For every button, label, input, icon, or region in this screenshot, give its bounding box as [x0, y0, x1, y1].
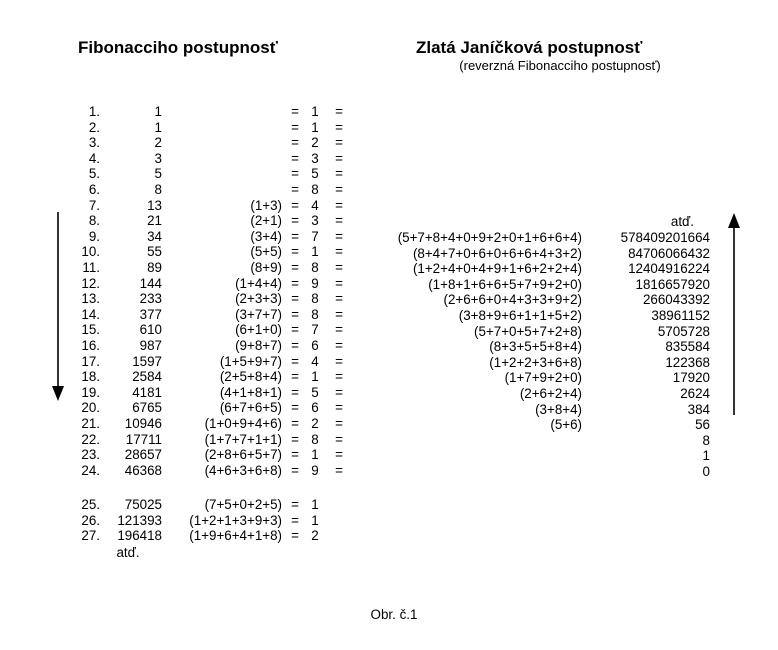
- digit-root-value: 6: [311, 338, 319, 353]
- right-subtitle: (reverzná Fibonacciho postupnosť): [459, 58, 661, 73]
- fibonacci-value: 21: [147, 213, 162, 229]
- equals-sign: =: [291, 213, 299, 229]
- equals-sign: =: [291, 135, 299, 151]
- row-index: 22.: [81, 431, 100, 447]
- digit-sum-expression: (1+7+7+1+1): [204, 431, 282, 447]
- row-index: 5.: [88, 166, 100, 182]
- sequence-value: 2624: [680, 386, 710, 401]
- digit-root-value: 5: [311, 384, 319, 400]
- digit-root-value: 9: [311, 275, 319, 291]
- equals-sign: =: [335, 384, 343, 400]
- row-index: 15.: [81, 322, 100, 338]
- digit-root-value: 1: [311, 104, 319, 119]
- row-index: 11.: [82, 260, 100, 275]
- digit-root-value: 2: [311, 416, 319, 431]
- equals-sign: =: [335, 291, 343, 307]
- sequence-value: 8: [702, 432, 710, 448]
- row-index: 7.: [88, 197, 100, 213]
- equals-sign: =: [335, 260, 343, 275]
- digit-root-value: 5: [311, 166, 319, 182]
- row-index: 1.: [88, 104, 100, 119]
- equals-sign: =: [291, 306, 299, 322]
- equals-sign: =: [335, 353, 343, 369]
- equals-sign: =: [291, 369, 299, 385]
- row-index: 21.: [81, 416, 100, 431]
- sequence-value: 0: [702, 464, 710, 479]
- digit-sum-expression: (2+5+8+4): [219, 369, 282, 385]
- digit-root-value: 8: [311, 182, 319, 197]
- fibonacci-value: 55: [147, 244, 162, 260]
- digit-sum-expression: (2+6+2+4): [519, 386, 582, 401]
- equals-sign: =: [335, 228, 343, 244]
- digit-sum-expression: (3+4): [250, 228, 282, 244]
- sequence-value: 12404916224: [628, 261, 710, 277]
- equals-sign: =: [291, 416, 299, 431]
- row-index: 4.: [88, 150, 100, 166]
- row-index: 6.: [88, 182, 100, 197]
- sequence-value: 384: [687, 401, 710, 417]
- row-index: 2.: [88, 119, 100, 135]
- fibonacci-value: 17711: [125, 431, 162, 447]
- row-index: 18.: [81, 369, 100, 385]
- row-index: 12.: [81, 275, 100, 291]
- equals-sign: =: [291, 384, 299, 400]
- equals-sign: =: [335, 213, 343, 229]
- fibonacci-value: 8: [154, 182, 162, 197]
- digit-sum-expression: (1+2+4+0+4+9+1+6+2+2+4): [412, 261, 582, 277]
- equals-sign: =: [335, 104, 343, 119]
- sequence-value: 578409201664: [620, 230, 710, 245]
- equals-sign: =: [335, 431, 343, 447]
- digit-sum-expression: (1+4+4): [235, 275, 282, 291]
- digit-sum-expression: (2+6+6+0+4+3+3+9+2): [443, 292, 582, 308]
- fibonacci-value: 1: [154, 104, 162, 119]
- digit-sum-expression: (4+1+8+1): [219, 384, 282, 400]
- sequence-value: 84706066432: [628, 245, 710, 261]
- row-index: 13.: [81, 291, 100, 307]
- digit-sum-expression: (7+5+0+2+5): [204, 497, 282, 512]
- equals-sign: =: [291, 197, 299, 213]
- equals-sign: =: [291, 497, 299, 512]
- digit-root-value: 4: [311, 197, 319, 213]
- row-index: 16.: [81, 338, 100, 353]
- sequence-value: 266043392: [642, 292, 710, 308]
- up-arrow: [728, 213, 740, 415]
- sequence-value: 56: [695, 417, 710, 433]
- equals-sign: =: [291, 431, 299, 447]
- fibonacci-value: 2: [154, 135, 162, 151]
- digit-sum-expression: (5+5): [250, 244, 282, 260]
- digit-sum-expression: (5+6): [550, 417, 582, 433]
- digit-root-value: 4: [311, 353, 319, 369]
- digit-root-value: 8: [311, 291, 319, 307]
- equals-sign: =: [291, 322, 299, 338]
- equals-sign: =: [335, 275, 343, 291]
- equals-sign: =: [291, 353, 299, 369]
- sequence-value: 835584: [665, 339, 710, 355]
- equals-sign: =: [335, 400, 343, 416]
- digit-sum-expression: (5+7+8+4+0+9+2+0+1+6+6+4): [397, 230, 582, 245]
- digit-sum-expression: (1+9+6+4+1+8): [189, 528, 282, 544]
- digit-sum-expression: (8+9): [250, 260, 282, 275]
- row-index: 3.: [88, 135, 100, 151]
- digit-root-value: 8: [311, 431, 319, 447]
- fibonacci-value: 5: [154, 166, 162, 182]
- digit-sum-expression: (1+5+9+7): [219, 353, 282, 369]
- equals-sign: =: [291, 104, 299, 119]
- equals-sign: =: [291, 228, 299, 244]
- digit-sum-expression: (1+2+2+3+6+8): [489, 354, 582, 370]
- fibonacci-value: 13: [147, 197, 162, 213]
- digit-root-value: 8: [311, 306, 319, 322]
- fibonacci-value: 121393: [117, 512, 162, 528]
- equals-sign: =: [335, 119, 343, 135]
- digit-root-value: 2: [311, 528, 319, 544]
- fibonacci-value: 144: [139, 275, 162, 291]
- row-index: 27.: [81, 528, 100, 544]
- row-index: 10.: [81, 244, 100, 260]
- row-index: 17.: [81, 353, 100, 369]
- digit-root-value: 1: [311, 369, 319, 385]
- digit-sum-expression: (9+8+7): [235, 338, 282, 353]
- figure-caption: Obr. č.1: [370, 607, 418, 622]
- equals-sign: =: [291, 182, 299, 197]
- equals-sign: =: [335, 322, 343, 338]
- row-index: 24.: [81, 462, 100, 478]
- equals-sign: =: [335, 150, 343, 166]
- equals-sign: =: [335, 462, 343, 478]
- digit-root-value: 3: [311, 213, 319, 229]
- sequence-value: 1816657920: [635, 276, 710, 292]
- right-more-label: atď.: [670, 214, 694, 229]
- fibonacci-value: 987: [139, 338, 162, 353]
- fibonacci-value: 2584: [132, 369, 162, 385]
- right-title: Zlatá Janíčková postupnosť: [416, 38, 643, 57]
- digit-sum-expression: (2+1): [250, 213, 282, 229]
- equals-sign: =: [291, 447, 299, 463]
- digit-root-value: 8: [311, 260, 319, 275]
- digit-sum-expression: (2+8+6+5+7): [204, 447, 282, 463]
- digit-root-value: 1: [311, 447, 319, 463]
- equals-sign: =: [335, 135, 343, 151]
- digit-root-value: 9: [311, 462, 319, 478]
- equals-sign: =: [291, 166, 299, 182]
- equals-sign: =: [291, 150, 299, 166]
- row-index: 23.: [81, 447, 100, 463]
- fibonacci-value: 1: [154, 119, 162, 135]
- digit-sum-expression: (1+0+9+4+6): [204, 416, 282, 431]
- fibonacci-value: 28657: [124, 447, 162, 463]
- sequence-value: 122368: [665, 354, 710, 370]
- digit-sum-expression: (6+1+0): [235, 322, 282, 338]
- row-index: 25.: [81, 497, 100, 512]
- digit-sum-expression: (3+7+7): [235, 306, 282, 322]
- equals-sign: =: [335, 306, 343, 322]
- fibonacci-value: 1597: [132, 353, 162, 369]
- digit-sum-expression: (3+8+9+6+1+1+5+2): [458, 308, 582, 323]
- digit-sum-expression: (4+6+3+6+8): [204, 462, 282, 478]
- digit-sum-expression: (1+8+1+6+6+5+7+9+2+0): [428, 276, 582, 292]
- equals-sign: =: [291, 528, 299, 544]
- row-index: 19.: [81, 384, 100, 400]
- digit-sum-expression: (3+8+4): [535, 401, 582, 417]
- fibonacci-value: 3: [154, 150, 162, 166]
- digit-sum-expression: (6+7+6+5): [219, 400, 282, 416]
- equals-sign: =: [291, 244, 299, 260]
- digit-root-value: 1: [311, 497, 319, 512]
- digit-root-value: 6: [311, 400, 319, 416]
- digit-sum-expression: (1+3): [250, 197, 282, 213]
- row-index: 14.: [81, 306, 100, 322]
- digit-root-value: 3: [311, 150, 319, 166]
- fibonacci-value: 89: [147, 260, 162, 275]
- sequence-value: 38961152: [651, 308, 710, 323]
- digit-sum-expression: (1+2+1+3+9+3): [189, 512, 282, 528]
- left-more-label: atď.: [116, 545, 140, 560]
- fibonacci-value: 4181: [132, 384, 162, 400]
- equals-sign: =: [291, 512, 299, 528]
- sequence-value: 5705728: [657, 323, 710, 339]
- equals-sign: =: [335, 182, 343, 197]
- fibonacci-value: 34: [147, 228, 162, 244]
- digit-sum-expression: (1+7+9+2+0): [504, 370, 582, 386]
- equals-sign: =: [291, 338, 299, 353]
- equals-sign: =: [291, 119, 299, 135]
- row-index: 9.: [88, 228, 100, 244]
- digit-root-value: 1: [311, 244, 319, 260]
- equals-sign: =: [291, 275, 299, 291]
- fibonacci-value: 377: [139, 306, 162, 322]
- digit-sum-expression: (2+3+3): [235, 291, 282, 307]
- fibonacci-value: 46368: [124, 462, 162, 478]
- digit-sum-expression: (8+3+5+5+8+4): [489, 339, 582, 355]
- equals-sign: =: [291, 291, 299, 307]
- equals-sign: =: [291, 260, 299, 275]
- fibonacci-value: 6765: [132, 400, 162, 416]
- equals-sign: =: [335, 197, 343, 213]
- equals-sign: =: [335, 338, 343, 353]
- fibonacci-value: 196418: [117, 528, 162, 544]
- row-index: 26.: [81, 512, 100, 528]
- digit-sum-expression: (5+7+0+5+7+2+8): [474, 323, 582, 339]
- sequence-value: 17920: [672, 370, 710, 386]
- equals-sign: =: [335, 166, 343, 182]
- digit-root-value: 1: [311, 119, 319, 135]
- down-arrow: [52, 212, 64, 401]
- row-index: 20.: [81, 400, 100, 416]
- digit-root-value: 1: [311, 512, 319, 528]
- fibonacci-value: 233: [139, 291, 162, 307]
- row-index: 8.: [88, 213, 100, 229]
- sequence-value: 1: [702, 448, 710, 464]
- left-title: Fibonacciho postupnosť: [78, 38, 278, 57]
- equals-sign: =: [335, 416, 343, 431]
- equals-sign: =: [335, 447, 343, 463]
- equals-sign: =: [291, 400, 299, 416]
- fibonacci-value: 610: [139, 322, 162, 338]
- fibonacci-value: 10946: [124, 416, 162, 431]
- digit-root-value: 7: [311, 228, 319, 244]
- equals-sign: =: [335, 244, 343, 260]
- digit-root-value: 7: [311, 322, 319, 338]
- digit-sum-expression: (8+4+7+0+6+0+6+6+4+3+2): [412, 245, 582, 261]
- equals-sign: =: [291, 462, 299, 478]
- digit-root-value: 2: [311, 135, 319, 151]
- equals-sign: =: [335, 369, 343, 385]
- fibonacci-value: 75025: [124, 497, 162, 512]
